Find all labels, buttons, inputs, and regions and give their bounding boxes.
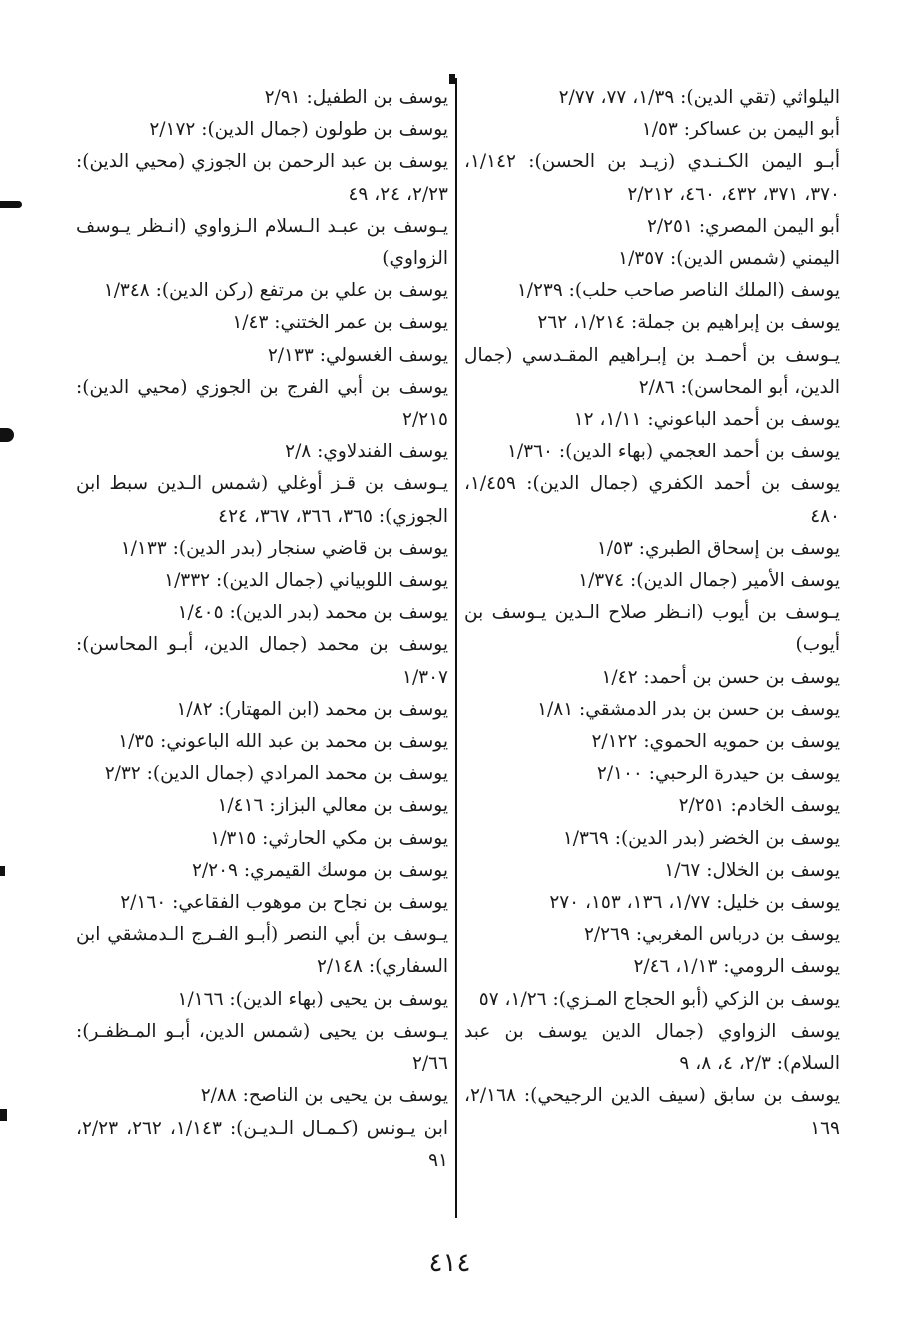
index-entry: يوسف بن محمد (ابن المهتار): ١/٨٢ <box>176 698 448 720</box>
index-entry: يوسف بن موسك القيمري: ٢/٢٠٩ <box>192 859 448 881</box>
index-entry: يوسف بن حمويه الحموي: ٢/١٢٢ <box>591 731 840 753</box>
index-entry: يوسف الأمير (جمال الدين): ١/٣٧٤ <box>578 570 840 592</box>
scan-edge-mark <box>0 201 22 208</box>
index-entry: يوسف بن عمر الختني: ١/٤٣ <box>232 312 448 334</box>
index-entry: يوسف بن الزكي (أبو الحجاج المـزي): ١/٢٦، ٥٧ <box>478 988 840 1010</box>
index-entry: يوسف الزواوي (جمال الدين يوسف بن عبد السلام): ٢/٣، ٤، ٨، ٩ <box>464 1020 840 1075</box>
index-entry: يوسف بن مكي الحارثي: ١/٣١٥ <box>210 827 448 849</box>
index-entry: يوسف بن أحمد الباعوني: ١/١١، ١٢ <box>573 409 840 431</box>
index-entry: أبو اليمن المصري: ٢/٢٥١ <box>646 215 840 237</box>
column-divider <box>455 78 457 1218</box>
index-entry: يوسف بن إبراهيم بن جملة: ١/٢١٤، ٢٦٢ <box>537 312 840 334</box>
index-entry: يوسف بن الطفيل: ٢/٩١ <box>264 87 448 108</box>
index-entry: يوسف بن حيدرة الرحبي: ٢/١٠٠ <box>596 763 840 785</box>
index-entry: اليمني (شمس الدين): ١/٣٥٧ <box>618 248 840 270</box>
page-number: ٤١٤ <box>428 1248 471 1278</box>
index-entry: يوسف بن قاضي سنجار (بدر الدين): ١/١٣٣ <box>120 537 448 559</box>
index-entry: يـوسف بن أبي النصر (أبـو الفـرج الـدمشقي ابن السفاري): ٢/١٤٨ <box>76 924 448 978</box>
index-entry: يوسف بن الخضر (بدر الدين): ١/٣٦٩ <box>562 827 840 849</box>
index-entry: يوسف بن محمد بن عبد الله الباعوني: ١/٣٥ <box>118 731 448 753</box>
index-entry: يوسف بن الخلال: ١/٦٧ <box>664 859 840 881</box>
index-entry: يـوسف بن عبـد الـسلام الـزواوي (انـظر يـوسف الزواوي) <box>76 215 448 270</box>
index-entry: يوسف بن خليل: ١/٧٧، ١٣٦، ١٥٣، ٢٧٠ <box>549 892 840 914</box>
index-entry: يوسف الفندلاوي: ٢/٨ <box>285 441 448 463</box>
scan-edge-mark <box>0 428 14 442</box>
left-index-column <box>76 82 448 1177</box>
index-entry: يوسف بن نجاح بن موهوب الفقاعي: ٢/١٦٠ <box>120 892 448 914</box>
index-entry: يوسف بن محمد (جمال الدين، أبـو المحاسن): ١/٣٠٧ <box>76 634 448 688</box>
index-entry: اليلواثي (تقي الدين): ١/٣٩، ٧٧، ٢/٧٧ <box>558 87 840 108</box>
index-entry: يوسف بن حسن بن بدر الدمشقي: ١/٨١ <box>537 698 840 720</box>
index-entry: يوسف بن عبد الرحمن بن الجوزي (محيي الدين): ٢/٢٣، ٢٤، ٤٩ <box>76 151 448 205</box>
index-entry: يوسف بن يحيى (بهاء الدين): ١/١٦٦ <box>177 988 448 1010</box>
index-entry: يوسف بن محمد المرادي (جمال الدين): ٢/٣٢ <box>104 763 448 785</box>
index-entry: يوسف بن إسحاق الطبري: ١/٥٣ <box>596 537 840 559</box>
index-entry: أبو اليمن بن عساكر: ١/٥٣ <box>641 119 840 141</box>
index-entry: ابن يـونس (كـمـال الـديـن): ١/١٤٣، ٢٦٢، ٢/٢٣، ٩١ <box>76 1117 448 1171</box>
index-entry: يوسف بن حسن بن أحمد: ١/٤٢ <box>601 666 840 688</box>
scan-edge-mark <box>0 1109 7 1121</box>
index-entry: يوسف بن أحمد العجمي (بهاء الدين): ١/٣٦٠ <box>507 441 840 463</box>
index-entry: يـوسف بن أحمـد بن إبـراهيم المقـدسي (جمال الدين، أبو المحاسن): ٢/٨٦ <box>464 344 840 398</box>
index-entry: يوسف بن درباس المغربي: ٢/٢٦٩ <box>583 924 840 946</box>
index-entry: يوسف بن محمد (بدر الدين): ١/٤٠٥ <box>177 602 448 624</box>
index-entry: يـوسف بن أيوب (انـظر صلاح الـدين يـوسف بن أيوب) <box>464 602 840 656</box>
index-entry: يوسف الخادم: ٢/٢٥١ <box>678 795 840 817</box>
index-entry: يوسف الغسولي: ٢/١٣٣ <box>267 344 448 366</box>
index-entry: يوسف بن طولون (جمال الدين): ٢/١٧٢ <box>149 119 448 141</box>
index-entry: يوسف بن أحمد الكفري (جمال الدين): ١/٤٥٩، ٤٨٠ <box>464 473 840 527</box>
index-entry: يـوسف بن يحيى (شمس الدين، أبـو المـظفـر): ٢/٦٦ <box>76 1020 448 1075</box>
index-entry: يوسف الرومي: ١/١٣، ٢/٤٦ <box>633 956 840 978</box>
scan-edge-mark <box>0 866 5 876</box>
index-entry: يوسف بن يحيى بن الناصح: ٢/٨٨ <box>200 1085 448 1107</box>
index-entry: يوسف (الملك الناصر صاحب حلب): ١/٢٣٩ <box>516 280 840 302</box>
index-entry: أبـو اليمن الكـنـدي (زيـد بن الحسن): ١/١٤٢، ٣٧٠، ٣٧١، ٤٣٢، ٤٦٠، ٢/٢١٢ <box>464 151 840 205</box>
right-index-column <box>464 82 840 1145</box>
index-entry: يوسف بن علي بن مرتفع (ركن الدين): ١/٣٤٨ <box>103 280 448 302</box>
index-entry: يـوسف بن قـز أوغلي (شمس الـدين سبط ابن الجوزي): ٣٦٥، ٣٦٦، ٣٦٧، ٤٢٤ <box>76 473 448 527</box>
index-entry: يوسف بن سابق (سيف الدين الرجيحي): ٢/١٦٨، ١٦٩ <box>464 1085 840 1139</box>
index-entry: يوسف بن أبي الفرج بن الجوزي (محيي الدين): ٢/٢١٥ <box>76 376 448 431</box>
index-entry: يوسف اللوبياني (جمال الدين): ١/٣٣٢ <box>164 570 448 592</box>
index-entry: يوسف بن معالي البزاز: ١/٤١٦ <box>217 795 448 817</box>
